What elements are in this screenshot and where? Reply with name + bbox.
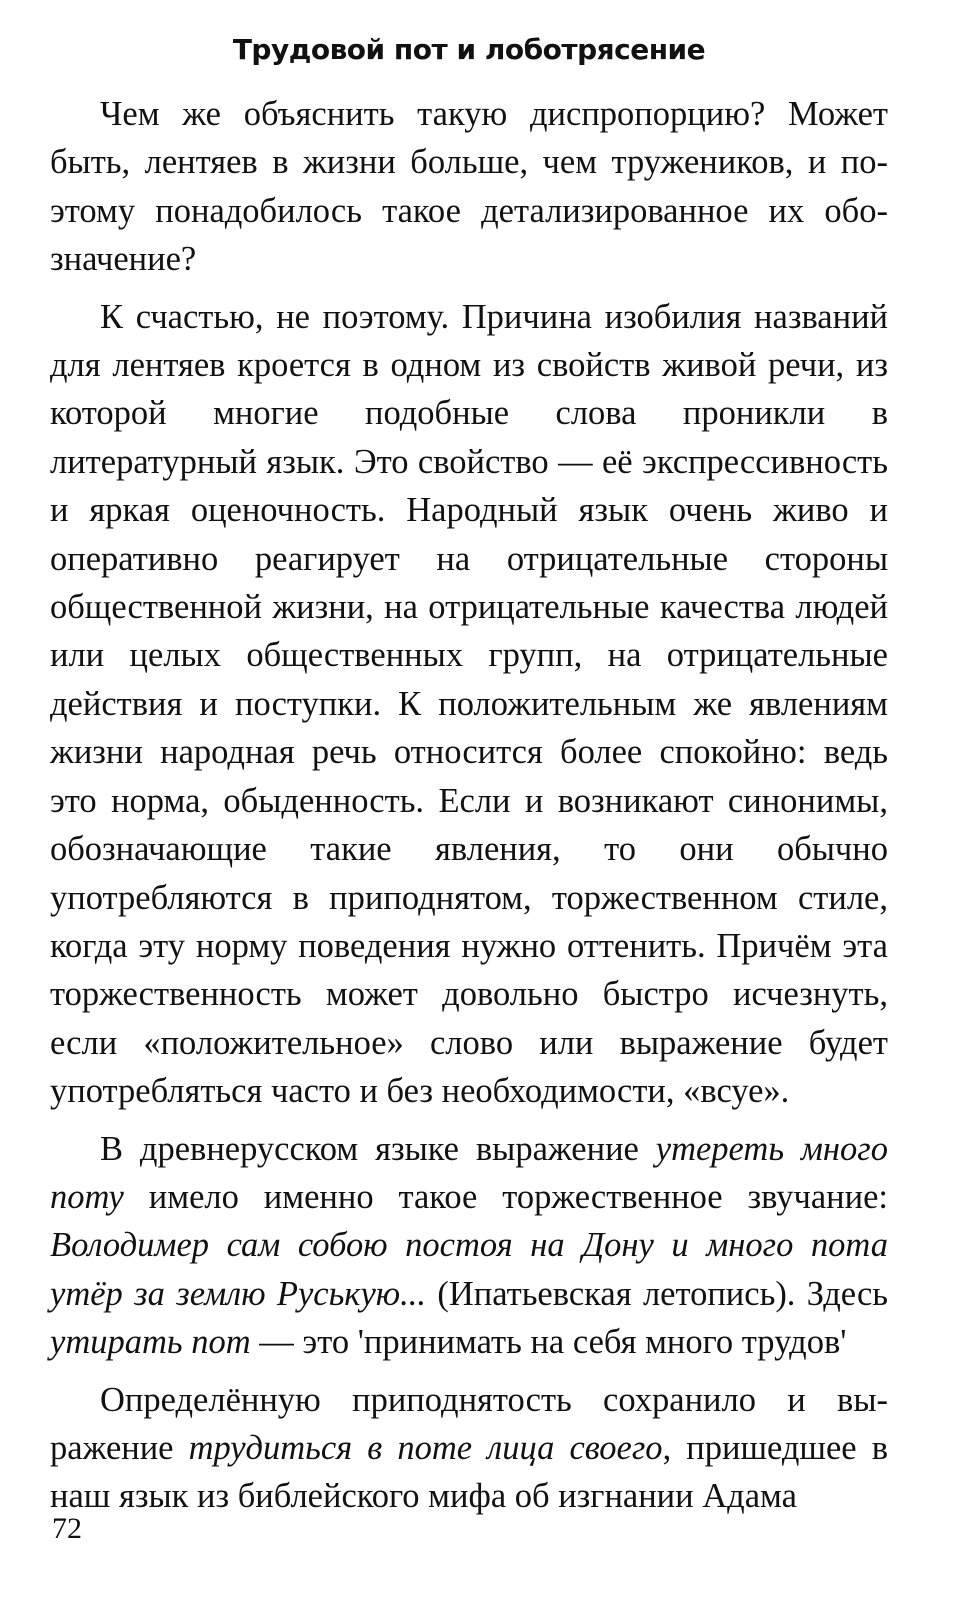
paragraph-3-italic-2: утирать пот (50, 1323, 251, 1362)
paragraph-3 (50, 1125, 888, 1367)
paragraph-4-text-1: Определённую приподнятость сохранило и выражение (50, 1380, 888, 1467)
paragraph-4 (50, 1376, 888, 1521)
paragraph-3-text-3: (Ипатьевская летопись). Здесь (425, 1274, 888, 1313)
paragraph-3-text-2: имело именно такое торжественное звучание: (123, 1177, 888, 1216)
page-number: 72 (52, 1512, 82, 1545)
paragraph-3-text-1: В древнерусском языке выражение (100, 1129, 656, 1168)
paragraph-3-text-4: — это 'принимать на себя много трудов' (250, 1323, 847, 1362)
body-text (50, 90, 888, 1521)
book-page (50, 28, 888, 1530)
paragraph-4-italic-1: трудиться в поте лица своего (188, 1428, 663, 1467)
running-head-title: Трудовой пот и лоботрясение (232, 33, 706, 66)
paragraph-4-text-2: , пришедшее в наш язык из библейского мифа об изгнании Адама (50, 1428, 888, 1516)
paragraph-1: Чем же объяснить такую диспропорцию? Может быть, лентяев в жизни больше, чем тружеников, и поэтому понадобилось такое детализированное их обозначение? (50, 95, 888, 279)
paragraph-2: К счастью, не поэтому. Причина изобилия названий для лентяев кроется в одном из свойств живой речи, из которой многие подобные слова проникли в литературный язык. Это свойство — её экспрессивность и яркая оценочность. Народный язык очень живо и оперативно реагирует на отрицательные стороны общественной жизни, на отрицательные качества людей или целых общественных групп, на отрицательные действия и поступки. К положительным же явлениям жизни народная речь относится более спокойно: ведь это норма, обыденность. Если и возникают синонимы, обозначающие такие явления, то они обычно употребляются в приподнятом, торжественном стиле, когда эту норму поведения нужно оттенить. Причём эта торжественность может довольно быстро исчезнуть, если «положительное» слово или выражение будет употребляться часто и без необходимости, «всуе». (50, 297, 888, 1111)
paragraph-3-italic-1: утереть много поту (50, 1129, 889, 1216)
paragraph-3-italic-quote: Володимер сам собою постоя на Дону и много пота утёр за землю Руськую... (50, 1226, 888, 1313)
